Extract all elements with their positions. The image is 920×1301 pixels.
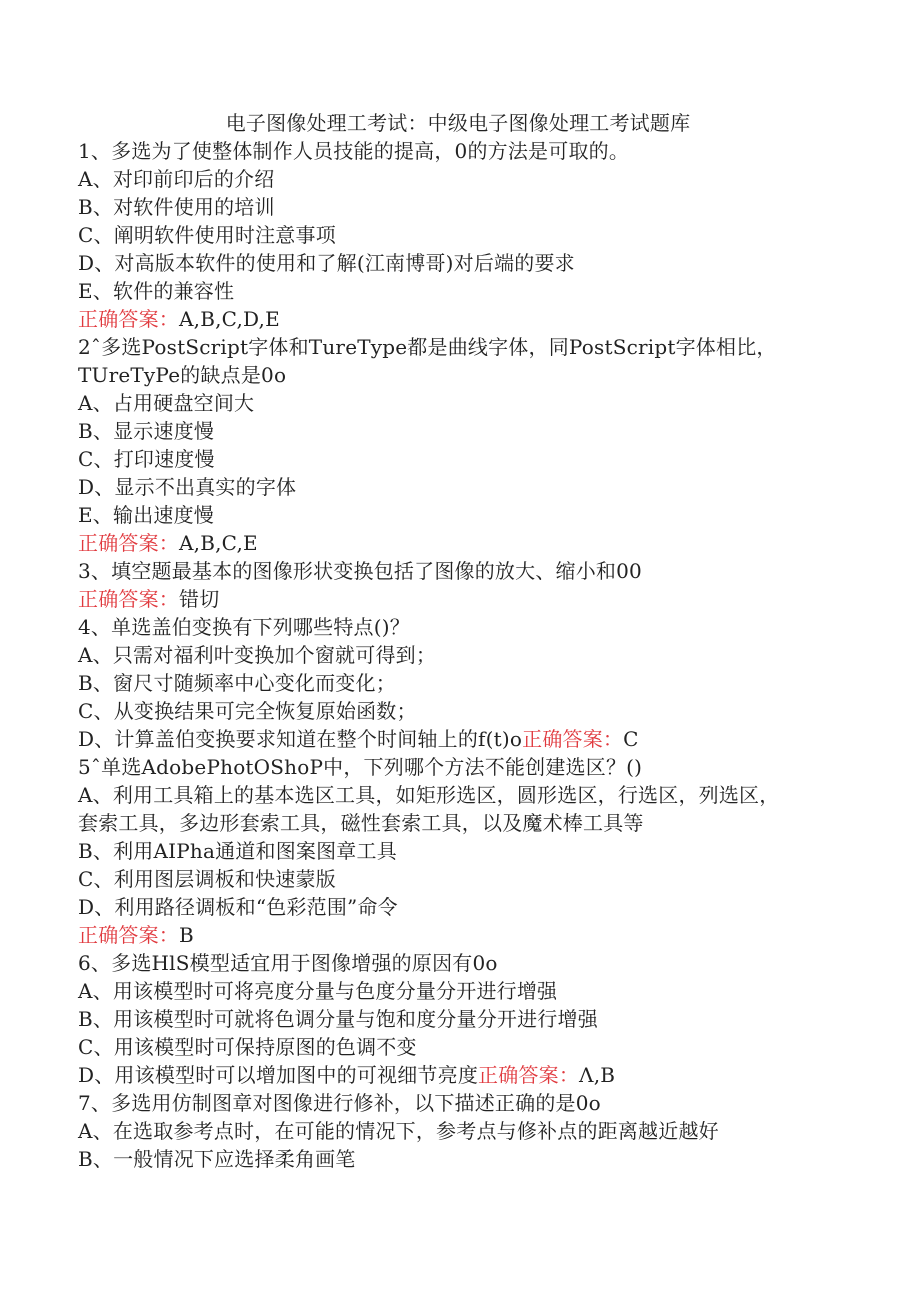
document-line — [78, 333, 838, 361]
line-text: C、打印速度慢 — [78, 447, 215, 471]
line-text: B、利用AIPha通道和图案图章工具 — [78, 839, 397, 863]
line-text: 3、填空题最基本的图像形状变换包括了图像的放大、缩小和00 — [78, 559, 642, 583]
line-text: D、显示不出真实的字体 — [78, 475, 297, 499]
document-line — [78, 557, 838, 585]
document-line — [78, 137, 838, 165]
document-line — [78, 725, 838, 753]
document-line — [78, 809, 838, 837]
line-text: A、用该模型时可将亮度分量与色度分量分开进行增强 — [78, 979, 558, 1003]
answer-label: 正确答案： — [478, 1063, 580, 1087]
line-text: 4、单选盖伯变换有下列哪些特点()？ — [78, 615, 410, 639]
line-text: B、窗尺寸随频率中心变化而变化； — [78, 671, 396, 695]
line-text: D、用该模型时可以增加图中的可视细节亮度 — [78, 1063, 479, 1087]
document-line — [78, 865, 838, 893]
document-line — [78, 305, 838, 333]
line-text: D、计算盖伯变换要求知道在整个时间轴上的f(t)o — [78, 727, 523, 751]
document-line — [78, 277, 838, 305]
document-line — [78, 1145, 838, 1173]
document-line — [78, 165, 838, 193]
document-line — [78, 389, 838, 417]
document-line — [78, 249, 838, 277]
document-line — [78, 445, 838, 473]
line-text: C、用该模型时可保持原图的色调不变 — [78, 1035, 417, 1059]
line-text: C、阐明软件使用时注意事项 — [78, 223, 336, 247]
line-text: 7、多选用仿制图章对图像进行修补，以下描述正确的是0o — [78, 1091, 601, 1115]
document-page — [78, 109, 838, 1173]
line-text: A、对印前印后的介绍 — [78, 167, 275, 191]
answer-label: 正确答案： — [78, 587, 179, 611]
document-line — [78, 1089, 838, 1117]
line-text: B、对软件使用的培训 — [78, 195, 275, 219]
line-text: C — [623, 727, 639, 751]
answer-label: 正确答案： — [78, 307, 179, 331]
document-line — [78, 193, 838, 221]
line-text: A、占用硬盘空间大 — [78, 391, 255, 415]
line-text: Λ,B — [579, 1063, 616, 1087]
line-text: B、用该模型时可就将色调分量与饱和度分量分开进行增强 — [78, 1007, 598, 1031]
line-text: 5ˆ单选AdobePhotOShoP中，下列哪个方法不能创建选区？() — [78, 755, 643, 779]
line-text: A、利用工具箱上的基本选区工具，如矩形选区，圆形选区，行选区，列选区， — [78, 783, 780, 807]
document-line — [78, 501, 838, 529]
answer-label: 正确答案： — [78, 531, 179, 555]
line-text: 错切 — [179, 587, 220, 611]
document-line — [78, 641, 838, 669]
line-text: 2ˆ多选PostScript字体和TureType都是曲线字体，同PostScript字体相比， — [78, 335, 777, 359]
line-text: 1、多选为了使整体制作人员技能的提高，0的方法是可取的。 — [78, 139, 630, 163]
answer-label: 正确答案： — [522, 727, 624, 751]
document-line — [78, 221, 838, 249]
line-text: D、利用路径调板和“色彩范围”命令 — [78, 895, 398, 919]
line-text: D、对高版本软件的使用和了解(江南博哥)对后端的要求 — [78, 251, 575, 275]
line-text: A,B,C,D,E — [179, 307, 280, 331]
line-text: 套索工具，多边形套索工具，磁性套索工具，以及魔术棒工具等 — [78, 811, 644, 835]
document-line — [78, 669, 838, 697]
document-line — [78, 697, 838, 725]
document-line — [78, 417, 838, 445]
line-text: B — [179, 923, 194, 947]
document-line — [78, 1061, 838, 1089]
line-text: 6、多选HlS模型适宜用于图像增强的原因有0o — [78, 951, 498, 975]
line-text: E、输出速度慢 — [78, 503, 214, 527]
line-text: C、利用图层调板和快速蒙版 — [78, 867, 336, 891]
line-text: A、只需对福利叶变换加个窗就可得到； — [78, 643, 437, 667]
line-text: A,B,C,E — [179, 531, 258, 555]
document-line — [78, 1033, 838, 1061]
line-text: B、一般情况下应选择柔角画笔 — [78, 1147, 356, 1171]
document-line — [78, 949, 838, 977]
answer-label: 正确答案： — [78, 923, 179, 947]
line-text: C、从变换结果可完全恢复原始函数； — [78, 699, 417, 723]
line-text: E、软件的兼容性 — [78, 279, 235, 303]
document-line — [78, 613, 838, 641]
document-title: 电子图像处理工考试：中级电子图像处理工考试题库 — [225, 111, 691, 135]
document-line — [78, 473, 838, 501]
line-text: B、显示速度慢 — [78, 419, 215, 443]
document-line — [78, 1117, 838, 1145]
document-line — [78, 837, 838, 865]
document-line — [78, 753, 838, 781]
document-line — [78, 977, 838, 1005]
line-text: A、在选取参考点时，在可能的情况下，参考点与修补点的距离越近越好 — [78, 1119, 719, 1143]
document-line — [78, 781, 838, 809]
document-line — [78, 1005, 838, 1033]
document-line — [78, 921, 838, 949]
document-line — [78, 529, 838, 557]
line-text: TUreTyPe的缺点是0o — [78, 363, 287, 387]
document-line — [78, 893, 838, 921]
document-line — [78, 361, 838, 389]
document-line — [78, 585, 838, 613]
